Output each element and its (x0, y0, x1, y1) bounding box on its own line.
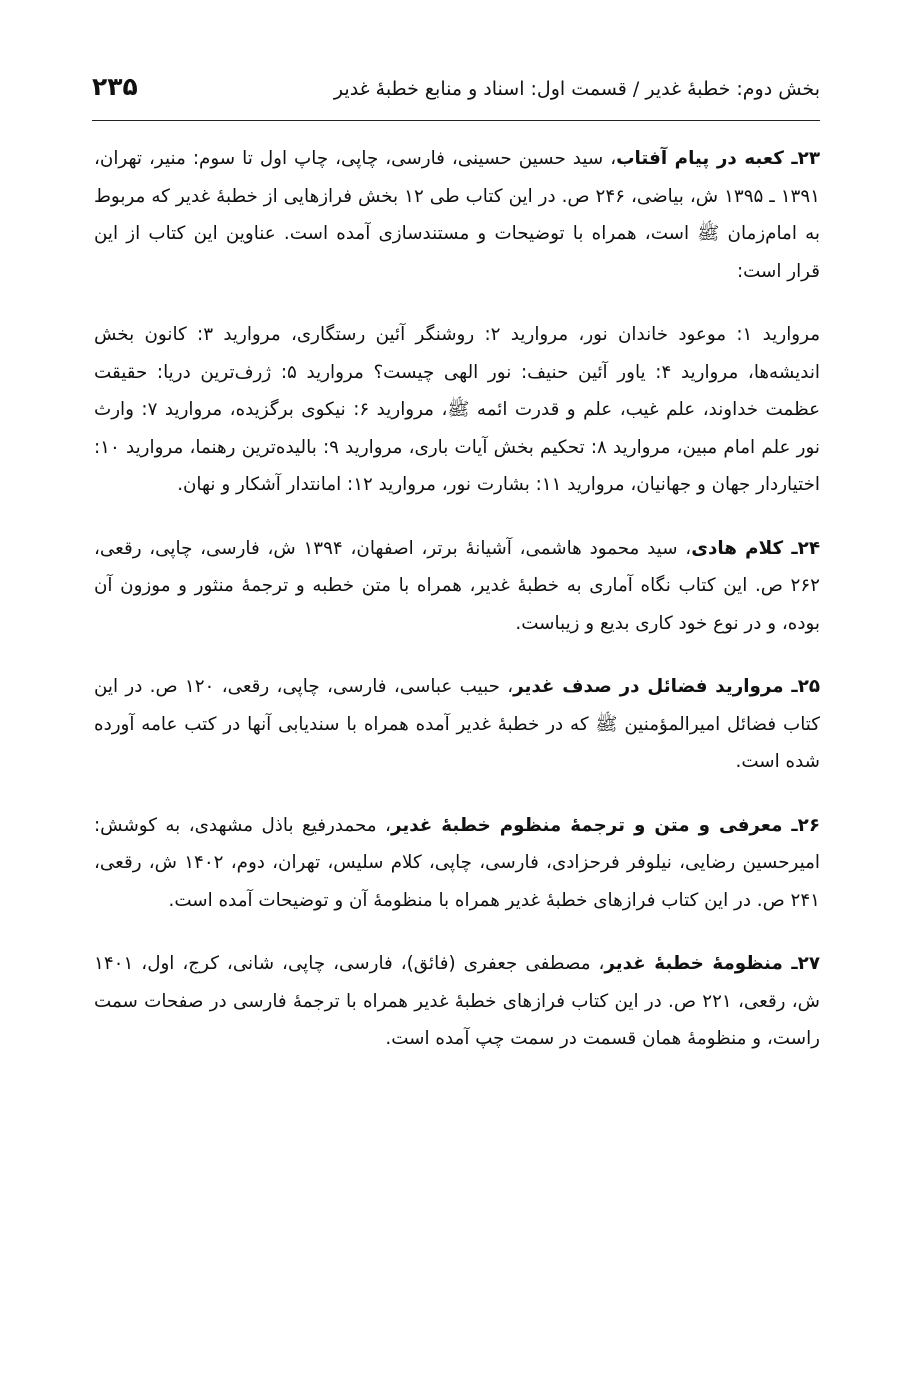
entry-title: ۲۷ـ منظومهٔ خطبهٔ غدیر (604, 953, 820, 974)
entry-paragraph-25 (94, 668, 820, 781)
running-title: بخش دوم: خطبهٔ غدیر / قسمت اول: اسناد و منابع خطبهٔ غدیر (333, 78, 820, 100)
entry-paragraph-24 (94, 530, 820, 643)
page-number: ۲۳۵ (92, 72, 138, 101)
entry-paragraph-23 (94, 140, 820, 290)
page-header (92, 68, 820, 114)
entry-body: ، سید حسین حسینی، فارسی، چاپی، چاپ اول تا سوم: منیر، تهران، ۱۳۹۱ ـ ۱۳۹۵ ش، بیاضی، ۲۴۶ ص. در این کتاب طی ۱۲ بخش فرازهایی از خطبهٔ غدیر که مربوط به امام‌زمان ﷺ است، همراه با توضیحات و مستندسازی آمده است. عناوین این کتاب از این قرار است: (94, 148, 820, 282)
entry-body: ، حبیب عباسی، فارسی، چاپی، رقعی، ۱۲۰ ص. در این کتاب فضائل امیرالمؤمنین ﷺ که در خطبهٔ غدیر آمده همراه با سندیابی آنها در کتب عامه آورده شده است. (94, 676, 820, 772)
entry-title: ۲۴ـ کلام هادی (691, 537, 820, 559)
entry-paragraph-23-list (94, 316, 820, 504)
entry-paragraph-27 (94, 945, 820, 1058)
entry-body: ، مصطفی جعفری (فائق)، فارسی، چاپی، شانی، کرج، اول، ۱۴۰۱ ش، رقعی، ۲۲۱ ص. در این کتاب فرازهای خطبهٔ غدیر همراه با ترجمهٔ فارسی در صفحات سمت راست، و منظومهٔ همان قسمت در سمت چپ آمده است. (94, 953, 820, 1049)
entry-body: ، سید محمود هاشمی، آشیانهٔ برتر، اصفهان، ۱۳۹۴ ش، فارسی، چاپی، رقعی، ۲۶۲ ص. این کتاب نگاه آماری به خطبهٔ غدیر، همراه با متن خطبه و ترجمهٔ منثور و موزون آن بوده، و در نوع خود کاری بدیع و زیباست. (94, 537, 820, 634)
entry-title: ۲۶ـ معرفی و متن و ترجمهٔ منظوم خطبهٔ غدیر (390, 814, 820, 836)
entry-body: مروارید ۱: موعود خاندان نور، مروارید ۲: روشنگر آئین رستگاری، مروارید ۳: کانون بخش اندیشه‌ها، مروارید ۴: یاور آئین حنیف: نور الهی چیست؟ مروارید ۵: ژرف‌ترین دریا: حقیقت عظمت خداوند، علم غیب، علم و قدرت ائمه ﷺ، مروارید ۶: نیکوی برگزیده، مروارید ۷: وارث نور علم امام مبین، مروارید ۸: تحکیم بخش آیات باری، مروارید ۹: بالیده‌ترین رهنما، مروارید ۱۰: اختیاردار جهان و جهانیان، مروارید ۱۱: بشارت نور، مروارید ۱۲: امانتدار آشکار و نهان. (94, 324, 820, 495)
header-divider (92, 120, 820, 121)
page-body (94, 140, 820, 1058)
entry-body: ، محمدرفیع باذل مشهدی، به کوشش: امیرحسین رضایی، نیلوفر فرحزادی، فارسی، چاپی، کلام سلیس، تهران، دوم، ۱۴۰۲ ش، رقعی، ۲۴۱ ص. در این کتاب فرازهای خطبهٔ غدیر همراه با منظومهٔ آن و توضیحات آمده است. (94, 814, 820, 911)
entry-title: ۲۳ـ کعبه در پیام آفتاب (616, 148, 820, 169)
entry-paragraph-26 (94, 807, 820, 920)
entry-title: ۲۵ـ مروارید فضائل در صدف غدیر (513, 676, 821, 697)
